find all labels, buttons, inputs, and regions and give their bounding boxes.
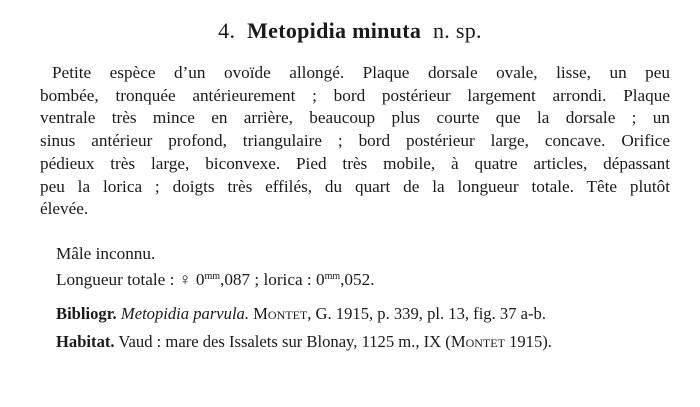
habitat-year: 1915).	[504, 332, 552, 351]
bibliography-label: Bibliogr.	[56, 304, 117, 323]
bibliography-author: Montet	[253, 304, 308, 323]
bibliography-reference: , G. 1915, p. 339, pl. 13, fig. 37 a-b.	[307, 304, 546, 323]
description-line: élevée.	[40, 199, 89, 219]
description-line: peu la lorica ; doigts très effilés, du quart de la longueur totale. Tête plutôt	[40, 176, 670, 196]
species-name: Metopidia minuta	[247, 18, 422, 43]
female-length	[196, 270, 259, 289]
description-paragraph	[40, 62, 670, 221]
female-length-unit: mm	[204, 271, 221, 282]
habitat-label: Habitat.	[56, 332, 115, 351]
habitat-author: Montet	[450, 332, 505, 351]
female-symbol: ♀	[178, 270, 192, 289]
habitat-text: Vaud : mare des Issalets sur Blonay, 1125 m., IX (	[118, 332, 451, 351]
lorica-length	[316, 270, 375, 289]
description-line: Petite espèce d’un ovoïde allongé. Plaque dorsale ovale, lisse, un peu	[52, 63, 670, 82]
lorica-length-prefix: 0	[315, 270, 325, 289]
description-line: ventrale très mince en arrière, beaucoup plus courte que la dorsale ; un	[40, 108, 670, 128]
female-length-prefix: 0	[195, 270, 205, 289]
female-length-suffix: ,087 ;	[220, 270, 260, 289]
description-line: pédieux très large, biconvexe. Pied très mobile, à quatre articles, dépassant	[40, 153, 670, 173]
length-label: Longueur totale :	[56, 270, 175, 289]
habitat-line	[56, 332, 552, 352]
species-suffix: n. sp.	[432, 18, 482, 43]
description-line: sinus antérieur profond, triangulaire ; bord postérieur large, concave. Orifice	[40, 131, 670, 151]
lorica-length-suffix: ,052.	[340, 270, 375, 289]
measurements-line	[56, 270, 375, 290]
bibliography-species: Metopidia parvula.	[120, 304, 249, 323]
lorica-length-unit: mm	[324, 271, 341, 282]
male-note: Mâle inconnu.	[56, 244, 156, 263]
bibliography-line	[56, 304, 546, 324]
species-number: 4.	[218, 18, 236, 43]
description-line: bombée, tronquée antérieurement ; bord postérieur largement arrondi. Plaque	[40, 85, 670, 105]
lorica-label: lorica :	[263, 270, 312, 289]
species-heading	[0, 18, 700, 44]
